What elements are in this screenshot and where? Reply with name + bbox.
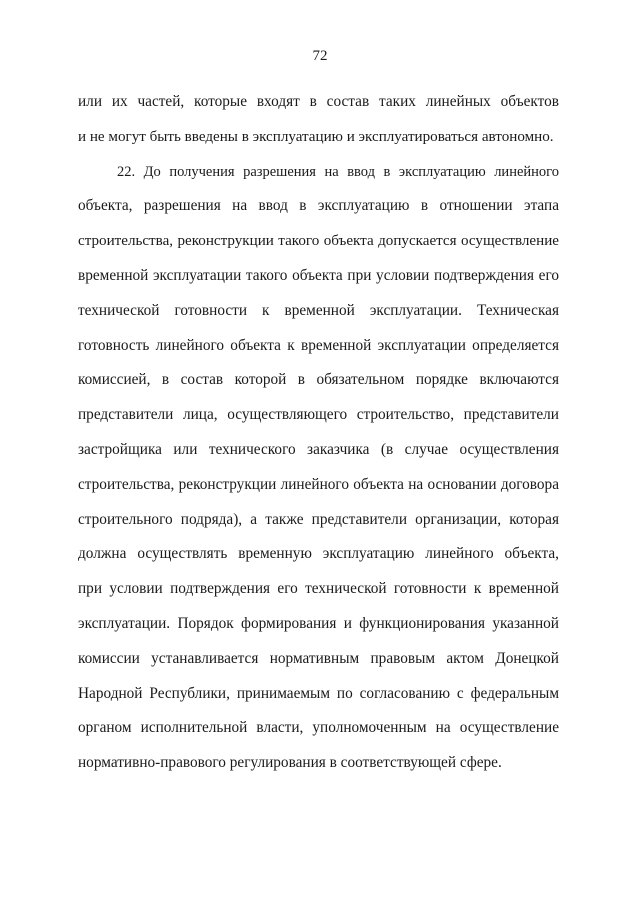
- text-line: эксплуатации. Порядок формирования и функционирования указанной: [78, 614, 559, 632]
- text-line: органом исполнительной власти, уполномоченным на осуществление: [78, 719, 559, 737]
- text-line: при условии подтверждения его технической готовности к временной: [78, 580, 559, 598]
- text-line: и не могут быть введены в эксплуатацию и эксплуатироваться автономно.: [78, 128, 554, 145]
- text-line: объекта, разрешения на ввод в эксплуатацию в отношении этапа: [78, 197, 559, 215]
- text-line: нормативно-правового регулирования в соответствующей сфере.: [78, 754, 502, 772]
- text-line: комиссии устанавливается нормативным правовым актом Донецкой: [78, 649, 559, 667]
- text-line: застройщика или технического заказчика (в случае осуществления: [78, 440, 559, 458]
- text-line: готовность линейного объекта к временной эксплуатации определяется: [78, 336, 559, 354]
- continuation-paragraph: [78, 85, 559, 155]
- text-line: временной эксплуатации такого объекта при условии подтверждения его: [78, 266, 559, 284]
- text-line: строительного подряда), а также представители организации, которая: [78, 510, 559, 528]
- text-line: или их частей, которые входят в состав таких линейных объектов: [78, 93, 559, 110]
- text-line: 22. До получения разрешения на ввод в эксплуатацию линейного: [117, 163, 559, 180]
- text-line: Народной Республики, принимаемым по согласованию с федеральным: [78, 684, 559, 702]
- text-line: представители лица, осуществляющего строительство, представители: [78, 406, 559, 424]
- body-text: [78, 85, 559, 781]
- paragraph-22: [78, 155, 559, 781]
- text-line: комиссией, в состав которой в обязательном порядке включаются: [78, 371, 559, 389]
- page-number: 72: [312, 48, 328, 64]
- text-line: технической готовности к временной эксплуатации. Техническая: [78, 301, 559, 319]
- text-line: должна осуществлять временную эксплуатацию линейного объекта,: [78, 545, 559, 563]
- text-line: строительства, реконструкции такого объекта допускается осуществление: [78, 233, 559, 250]
- text-line: строительства, реконструкции линейного объекта на основании договора: [78, 475, 559, 493]
